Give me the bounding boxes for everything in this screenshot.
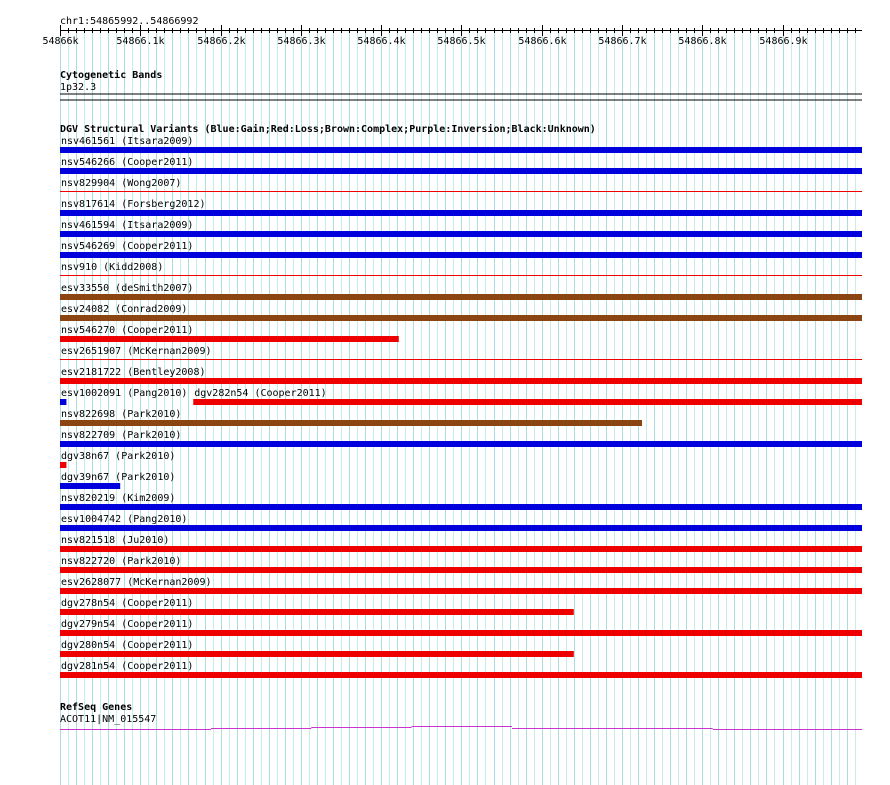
variant-feature[interactable]: [60, 598, 574, 615]
variant-bar-gain[interactable]: [60, 525, 862, 531]
ruler-tick-label: 54866.8k: [678, 36, 727, 47]
variant-bar-loss[interactable]: [60, 275, 862, 276]
variant-label[interactable]: dgv280n54 (Cooper2011): [61, 640, 194, 651]
variant-label[interactable]: dgv279n54 (Cooper2011): [61, 619, 194, 630]
ruler-tick-label: 54866k: [42, 36, 79, 47]
variant-label[interactable]: nsv910 (Kidd2008): [61, 262, 164, 273]
variant-label[interactable]: esv1004742 (Pang2010): [61, 514, 188, 525]
variant-label[interactable]: nsv817614 (Forsberg2012): [61, 199, 206, 210]
variant-label[interactable]: nsv546269 (Cooper2011): [61, 241, 194, 252]
cytoband-track-title: Cytogenetic Bands: [60, 70, 163, 81]
region-label: chr1:54865992..54866992: [60, 16, 199, 27]
refseq-track-title: RefSeq Genes: [60, 702, 133, 713]
variant-label[interactable]: nsv546270 (Cooper2011): [61, 325, 194, 336]
variant-bar-gain[interactable]: [60, 483, 120, 489]
ruler-tick-label: 54866.2k: [197, 36, 246, 47]
ruler-tick-label: 54866.1k: [116, 36, 165, 47]
variant-bar-loss[interactable]: [60, 378, 862, 384]
variant-label[interactable]: esv2651907 (McKernan2009): [61, 346, 212, 357]
ruler-tick-label: 54866.7k: [598, 36, 647, 47]
variant-bar-gain[interactable]: [60, 168, 862, 174]
variant-label[interactable]: nsv822720 (Park2010): [61, 556, 182, 567]
variant-feature[interactable]: [60, 472, 175, 489]
variant-label[interactable]: dgv39n67 (Park2010): [61, 472, 176, 483]
variant-label[interactable]: nsv822698 (Park2010): [61, 409, 182, 420]
variant-label[interactable]: nsv821518 (Ju2010): [61, 535, 170, 546]
variant-bar-loss[interactable]: [60, 336, 399, 342]
ruler-tick-label: 54866.6k: [518, 36, 567, 47]
variant-label[interactable]: esv2181722 (Bentley2008): [61, 367, 206, 378]
variant-label[interactable]: esv24082 (Conrad2009): [61, 304, 188, 315]
variant-bar-gain[interactable]: [60, 504, 862, 510]
variant-bar-loss[interactable]: [60, 651, 574, 657]
variant-bar-gain[interactable]: [60, 231, 862, 237]
variant-bar-loss[interactable]: [60, 462, 66, 468]
variant-bar-loss[interactable]: [60, 191, 862, 192]
variant-bar-loss[interactable]: [60, 588, 862, 594]
ruler-tick-label: 54866.3k: [277, 36, 326, 47]
variant-label[interactable]: dgv278n54 (Cooper2011): [61, 598, 194, 609]
dgv-track-title: DGV Structural Variants (Blue:Gain;Red:Loss;Brown:Complex;Purple:Inversion;Black:Unknown): [60, 124, 596, 135]
variant-label[interactable]: dgv281n54 (Cooper2011): [61, 661, 194, 672]
refseq-gene-label[interactable]: ACOT11|NM_015547: [60, 714, 157, 725]
variant-bar-complex[interactable]: [60, 420, 642, 426]
variant-bar-gain[interactable]: [60, 210, 862, 216]
ruler-tick-label: 54866.5k: [437, 36, 486, 47]
variant-feature[interactable]: [60, 640, 574, 657]
variant-bar-loss[interactable]: [60, 672, 862, 678]
variant-label[interactable]: nsv461594 (Itsara2009): [61, 220, 194, 231]
cytoband-label: 1p32.3: [60, 82, 97, 93]
variant-feature[interactable]: [60, 451, 175, 468]
variant-label[interactable]: nsv546266 (Cooper2011): [61, 157, 194, 168]
variant-feature[interactable]: [60, 409, 642, 426]
variant-bar-loss[interactable]: [60, 630, 862, 636]
variant-label[interactable]: dgv282n54 (Cooper2011): [194, 388, 327, 399]
variant-label[interactable]: esv1002091 (Pang2010): [61, 388, 188, 399]
variant-bar-loss[interactable]: [60, 359, 862, 360]
variant-bar-gain[interactable]: [60, 441, 862, 447]
variant-bar-loss[interactable]: [60, 546, 862, 552]
variant-label[interactable]: dgv38n67 (Park2010): [61, 451, 176, 462]
variant-bar-loss[interactable]: [60, 609, 574, 615]
position-ruler: [42, 25, 862, 47]
variant-feature[interactable]: [60, 388, 187, 405]
variant-label[interactable]: esv33550 (deSmith2007): [61, 283, 194, 294]
variant-bar-loss[interactable]: [60, 567, 862, 573]
variant-bar-gain[interactable]: [60, 252, 862, 258]
variant-label[interactable]: nsv822709 (Park2010): [61, 430, 182, 441]
ruler-tick-label: 54866.9k: [759, 36, 808, 47]
variant-bar-gain[interactable]: [60, 399, 66, 405]
variant-feature[interactable]: [193, 388, 862, 405]
variant-bar-complex[interactable]: [60, 315, 862, 321]
variant-label[interactable]: esv2628077 (McKernan2009): [61, 577, 212, 588]
variant-bar-complex[interactable]: [60, 294, 862, 300]
ruler-tick-label: 54866.4k: [357, 36, 406, 47]
variant-label[interactable]: nsv461561 (Itsara2009): [61, 136, 194, 147]
variant-bar-gain[interactable]: [60, 147, 862, 153]
variant-label[interactable]: nsv820219 (Kim2009): [61, 493, 176, 504]
variant-label[interactable]: nsv829904 (Wong2007): [61, 178, 182, 189]
variant-bar-loss[interactable]: [193, 399, 862, 405]
